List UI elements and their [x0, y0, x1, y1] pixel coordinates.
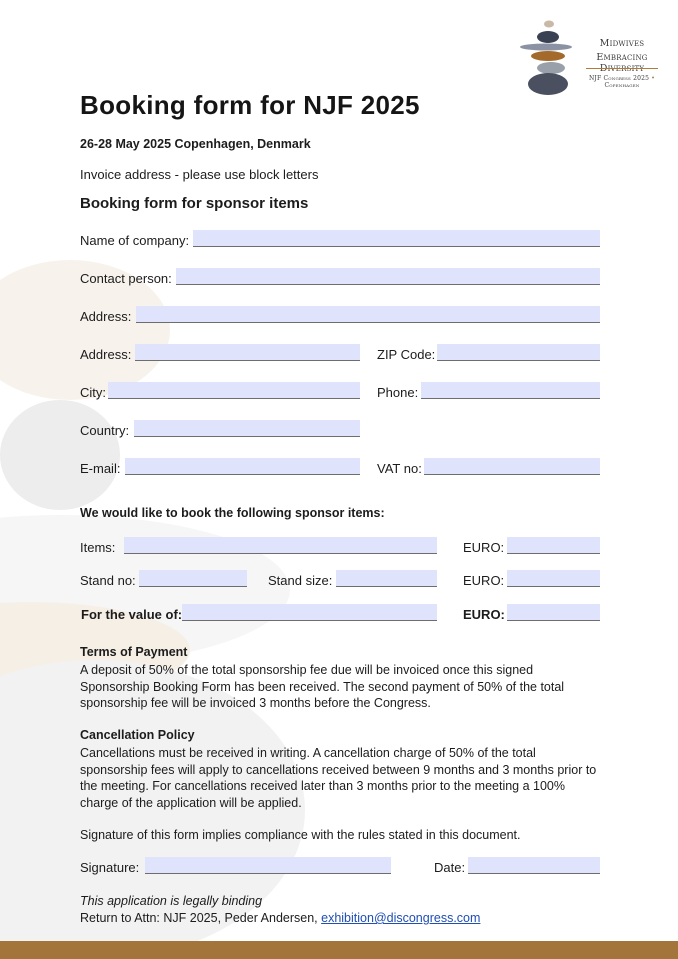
stand-euro-field[interactable] — [507, 570, 600, 587]
address-field-1[interactable] — [136, 306, 600, 323]
logo-divider — [586, 68, 658, 69]
signature-note: Signature of this form implies compliance with the rules stated in this document. — [80, 828, 521, 842]
date-label: Date: — [434, 860, 466, 875]
logo-line-2: Embracing — [596, 52, 648, 63]
cancellation-title: Cancellation Policy — [80, 728, 195, 742]
stand-no-field[interactable] — [139, 570, 247, 587]
items-label: Items: — [80, 540, 116, 555]
value-euro-label: EURO: — [463, 607, 505, 622]
stand-size-field[interactable] — [336, 570, 437, 587]
address-field-2[interactable] — [135, 344, 360, 361]
page-title: Booking form for NJF 2025 — [80, 90, 420, 120]
binding-note: This application is legally binding — [80, 894, 263, 908]
stand-no-label: Stand no: — [80, 573, 136, 588]
logo-line-1: Midwives — [599, 38, 645, 49]
address-label-2: Address: — [80, 347, 132, 362]
zip-label: ZIP Code: — [377, 347, 436, 362]
logo-city: Copenhagen — [604, 82, 640, 89]
value-label: For the value of: — [81, 607, 183, 622]
stand-size-label: Stand size: — [268, 573, 333, 588]
company-label: Name of company: — [80, 233, 190, 248]
phone-label: Phone: — [377, 385, 419, 400]
items-field[interactable] — [124, 537, 437, 554]
value-field[interactable] — [182, 604, 437, 621]
zip-field[interactable] — [437, 344, 600, 361]
vat-label: VAT no: — [377, 461, 422, 476]
logo-congress: NJF Congress 2025 — [588, 75, 650, 82]
signature-field[interactable] — [145, 857, 391, 874]
country-label: Country: — [80, 423, 130, 438]
logo-separator: • — [651, 75, 656, 82]
items-euro-label: EURO: — [463, 540, 505, 555]
logo-line-3 — [582, 75, 662, 89]
invoice-note: Invoice address - please use block letters — [80, 167, 319, 182]
country-field[interactable] — [134, 420, 360, 437]
stand-euro-label: EURO: — [463, 573, 505, 588]
company-field[interactable] — [193, 230, 600, 247]
return-text: Return to Attn: NJF 2025, Peder Andersen, — [80, 911, 318, 925]
contact-label: Contact person: — [80, 271, 172, 286]
items-euro-field[interactable] — [507, 537, 600, 554]
terms-body: A deposit of 50% of the total sponsorship fee due will be invoiced once this signed Sponsorship Booking Form has been received. The second payment of 50% of the total sponsorship fee will be invoiced 3 months before the Congress. — [80, 663, 565, 710]
email-field[interactable] — [125, 458, 360, 475]
section-heading: Booking form for sponsor items — [80, 195, 309, 212]
contact-field[interactable] — [176, 268, 600, 285]
signature-label: Signature: — [80, 860, 140, 875]
value-euro-field[interactable] — [507, 604, 600, 621]
terms-title: Terms of Payment — [80, 645, 188, 659]
phone-field[interactable] — [421, 382, 600, 399]
vat-field[interactable] — [424, 458, 600, 475]
email-link[interactable]: exhibition@discongress.com — [321, 911, 481, 925]
footer-bar — [0, 941, 678, 959]
cancellation-body: Cancellations must be received in writing. A cancellation charge of 50% of the total sponsorship fees will apply to cancellations received between 9 months and 3 months prior to the meeting. For cancellations received later than 3 months prior to the meeting a 100% charge of the application will be applied. — [80, 746, 597, 810]
city-label: City: — [80, 385, 106, 400]
email-label: E-mail: — [80, 461, 121, 476]
booking-heading: We would like to book the following sponsor items: — [80, 506, 385, 520]
date-field[interactable] — [468, 857, 600, 874]
address-label-1: Address: — [80, 309, 132, 324]
city-field[interactable] — [108, 382, 360, 399]
return-line — [80, 911, 480, 925]
event-dates: 26-28 May 2025 Copenhagen, Denmark — [80, 137, 311, 151]
